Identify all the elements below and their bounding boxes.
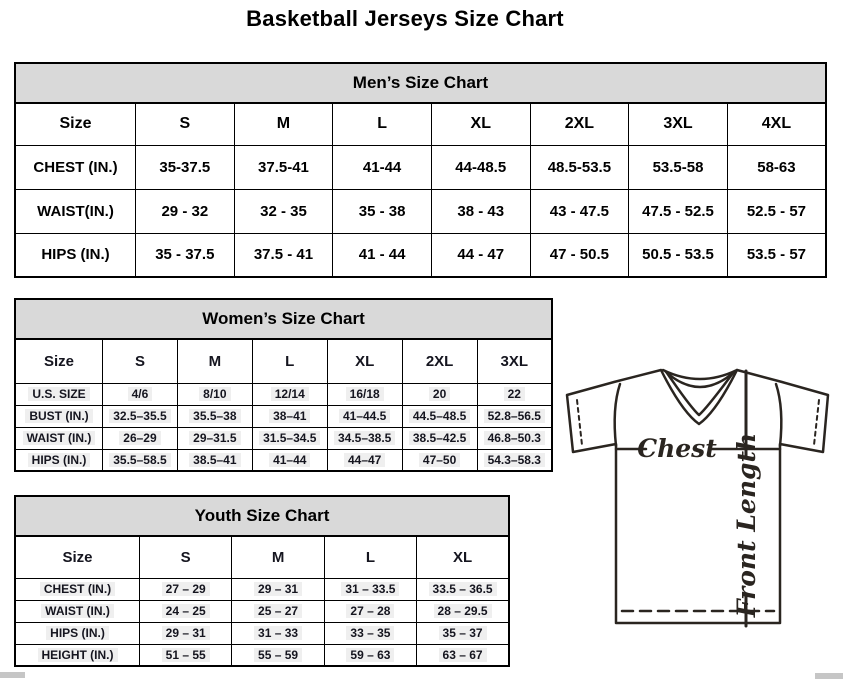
- measurement-label: CHEST (IN.): [15, 145, 136, 189]
- size-header: L: [252, 339, 327, 383]
- size-value-cell: 41 - 44: [333, 233, 432, 277]
- size-value-cell: 46.8–50.3: [477, 427, 552, 449]
- size-value-cell: 38.5–41: [177, 449, 252, 471]
- size-value-cell: 29–31.5: [177, 427, 252, 449]
- measurement-label: HIPS (IN.): [15, 449, 103, 471]
- size-header: S: [140, 536, 232, 578]
- cutoff-fragment-left: [0, 672, 25, 678]
- size-value-cell: 24 – 25: [140, 600, 232, 622]
- womens-size-table: [14, 338, 553, 472]
- size-value-cell: 8/10: [177, 383, 252, 405]
- size-value-cell: 47 - 50.5: [530, 233, 629, 277]
- size-value-cell: 35.5–38: [177, 405, 252, 427]
- size-value-cell: 41-44: [333, 145, 432, 189]
- size-value-cell: 28 – 29.5: [417, 600, 509, 622]
- size-value-cell: 52.5 - 57: [727, 189, 826, 233]
- size-value-cell: 22: [477, 383, 552, 405]
- size-value-cell: 20: [402, 383, 477, 405]
- size-value-cell: 41–44: [252, 449, 327, 471]
- size-value-cell: 47.5 - 52.5: [629, 189, 728, 233]
- size-header: 3XL: [477, 339, 552, 383]
- size-column-header: Size: [15, 536, 140, 578]
- size-value-cell: 38–41: [252, 405, 327, 427]
- size-value-cell: 35 - 37.5: [136, 233, 235, 277]
- size-value-cell: 29 – 31: [232, 578, 324, 600]
- table-row: [15, 622, 509, 644]
- size-value-cell: 51 – 55: [140, 644, 232, 666]
- page-title: Basketball Jerseys Size Chart: [246, 6, 564, 31]
- size-column-header: Size: [15, 339, 103, 383]
- measurement-label: WAIST (IN.): [15, 600, 140, 622]
- size-value-cell: 44–47: [327, 449, 402, 471]
- size-value-cell: 52.8–56.5: [477, 405, 552, 427]
- chest-label: Chest: [637, 434, 717, 463]
- size-value-cell: 43 - 47.5: [530, 189, 629, 233]
- size-value-cell: 31 – 33.5: [324, 578, 416, 600]
- size-value-cell: 44.5–48.5: [402, 405, 477, 427]
- size-value-cell: 55 – 59: [232, 644, 324, 666]
- table-row: [15, 405, 552, 427]
- size-header: 2XL: [530, 103, 629, 145]
- size-value-cell: 27 – 28: [324, 600, 416, 622]
- youth-size-chart: [14, 495, 510, 667]
- size-value-cell: 32.5–35.5: [103, 405, 178, 427]
- size-header: L: [333, 103, 432, 145]
- size-header: XL: [327, 339, 402, 383]
- measurement-label: BUST (IN.): [15, 405, 103, 427]
- size-value-cell: 38 - 43: [431, 189, 530, 233]
- table-row: [15, 600, 509, 622]
- size-value-cell: 33.5 – 36.5: [417, 578, 509, 600]
- size-value-cell: 58-63: [727, 145, 826, 189]
- size-value-cell: 34.5–38.5: [327, 427, 402, 449]
- header-row: [15, 103, 826, 145]
- size-value-cell: 53.5 - 57: [727, 233, 826, 277]
- front-length-label: Front Length: [732, 432, 761, 618]
- header-row: [15, 536, 509, 578]
- size-header: M: [177, 339, 252, 383]
- table-row: [15, 233, 826, 277]
- size-header: XL: [431, 103, 530, 145]
- size-value-cell: 47–50: [402, 449, 477, 471]
- size-value-cell: 37.5 - 41: [234, 233, 333, 277]
- cutoff-fragment-right: [815, 673, 843, 679]
- measurement-label: HEIGHT (IN.): [15, 644, 140, 666]
- size-value-cell: 29 – 31: [140, 622, 232, 644]
- size-value-cell: 37.5-41: [234, 145, 333, 189]
- size-value-cell: 4/6: [103, 383, 178, 405]
- size-value-cell: 35 – 37: [417, 622, 509, 644]
- table-row: [15, 644, 509, 666]
- size-header: 4XL: [727, 103, 826, 145]
- table-row: [15, 578, 509, 600]
- size-value-cell: 26–29: [103, 427, 178, 449]
- table-row: [15, 145, 826, 189]
- measurement-label: CHEST (IN.): [15, 578, 140, 600]
- size-value-cell: 59 – 63: [324, 644, 416, 666]
- table-row: [15, 427, 552, 449]
- mens-size-table: [14, 102, 827, 278]
- measurement-label: HIPS (IN.): [15, 233, 136, 277]
- measurement-label: WAIST (IN.): [15, 427, 103, 449]
- jersey-outline: [567, 370, 828, 623]
- womens-size-chart: [14, 298, 553, 472]
- header-row: [15, 339, 552, 383]
- size-value-cell: 32 - 35: [234, 189, 333, 233]
- jersey-measurement-diagram: [556, 360, 842, 660]
- size-value-cell: 31 – 33: [232, 622, 324, 644]
- measurement-label: WAIST(IN.): [15, 189, 136, 233]
- size-header: S: [103, 339, 178, 383]
- size-value-cell: 44 - 47: [431, 233, 530, 277]
- table-row: [15, 189, 826, 233]
- size-value-cell: 31.5–34.5: [252, 427, 327, 449]
- table-row: [15, 449, 552, 471]
- size-value-cell: 12/14: [252, 383, 327, 405]
- size-value-cell: 53.5-58: [629, 145, 728, 189]
- measurement-label: HIPS (IN.): [15, 622, 140, 644]
- womens-chart-header: Women’s Size Chart: [14, 298, 553, 338]
- size-value-cell: 44-48.5: [431, 145, 530, 189]
- mens-chart-header: Men’s Size Chart: [14, 62, 827, 102]
- measurement-label: U.S. SIZE: [15, 383, 103, 405]
- youth-size-table: [14, 535, 510, 667]
- size-value-cell: 25 – 27: [232, 600, 324, 622]
- size-value-cell: 27 – 29: [140, 578, 232, 600]
- size-header: L: [324, 536, 416, 578]
- size-value-cell: 35-37.5: [136, 145, 235, 189]
- size-header: XL: [417, 536, 509, 578]
- size-header: M: [232, 536, 324, 578]
- size-value-cell: 41–44.5: [327, 405, 402, 427]
- size-header: 3XL: [629, 103, 728, 145]
- size-value-cell: 29 - 32: [136, 189, 235, 233]
- size-value-cell: 63 – 67: [417, 644, 509, 666]
- table-row: [15, 383, 552, 405]
- size-value-cell: 54.3–58.3: [477, 449, 552, 471]
- size-header: S: [136, 103, 235, 145]
- size-value-cell: 35 - 38: [333, 189, 432, 233]
- size-header: M: [234, 103, 333, 145]
- size-value-cell: 48.5-53.5: [530, 145, 629, 189]
- mens-size-chart: [14, 62, 827, 278]
- size-value-cell: 50.5 - 53.5: [629, 233, 728, 277]
- youth-chart-header: Youth Size Chart: [14, 495, 510, 535]
- size-value-cell: 38.5–42.5: [402, 427, 477, 449]
- size-value-cell: 33 – 35: [324, 622, 416, 644]
- size-value-cell: 35.5–58.5: [103, 449, 178, 471]
- size-value-cell: 16/18: [327, 383, 402, 405]
- size-column-header: Size: [15, 103, 136, 145]
- size-header: 2XL: [402, 339, 477, 383]
